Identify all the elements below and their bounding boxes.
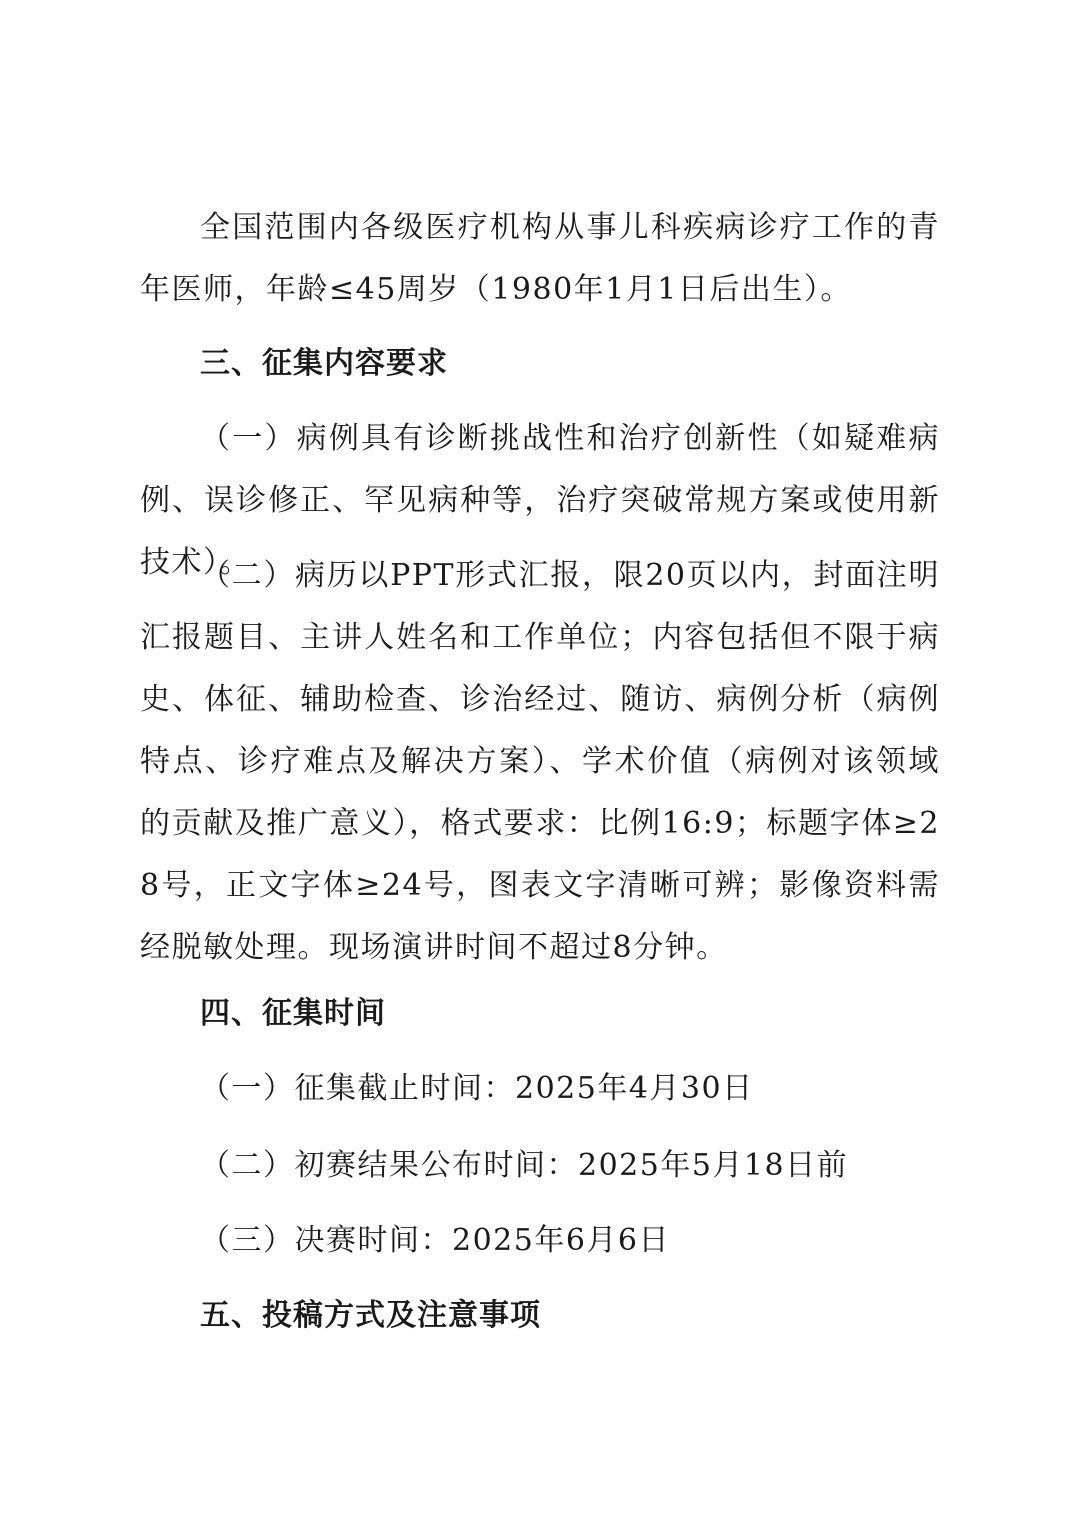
section-4-heading: 四、征集时间	[200, 996, 386, 1031]
section-5-heading: 五、投稿方式及注意事项	[200, 1298, 541, 1333]
eligibility-paragraph: 全国范围内各级医疗机构从事儿科疾病诊疗工作的青年医师，年龄≤45周岁（1980年1月1日后出生）。	[140, 210, 940, 307]
section-4-item-1: （一）征集截止时间：2025年4月30日	[200, 1071, 754, 1106]
section-3-item-1: （一）病例具有诊断挑战性和治疗创新性（如疑难病例、误诊修正、罕见病种等，治疗突破常规方案或使用新技术）。	[140, 421, 940, 580]
section-4-item-3: （三）决赛时间：2025年6月6日	[200, 1223, 671, 1258]
section-3-item-2: （二）病历以PPT形式汇报，限20页以内，封面注明汇报题目、主讲人姓名和工作单位；内容包括但不限于病史、体征、辅助检查、诊治经过、随访、病例分析（病例特点、诊疗难点及解决方案）、学术价值（病例对该领域的贡献及推广意义），格式要求：比例16:9；标题字体≥28号，正文字体≥24号，图表文字清晰可辨；影像资料需经脱敏处理。现场演讲时间不超过8分钟。	[140, 558, 940, 965]
section-3-heading: 三、征集内容要求	[200, 346, 448, 381]
section-4-item-2: （二）初赛结果公布时间：2025年5月18日前	[200, 1148, 849, 1183]
